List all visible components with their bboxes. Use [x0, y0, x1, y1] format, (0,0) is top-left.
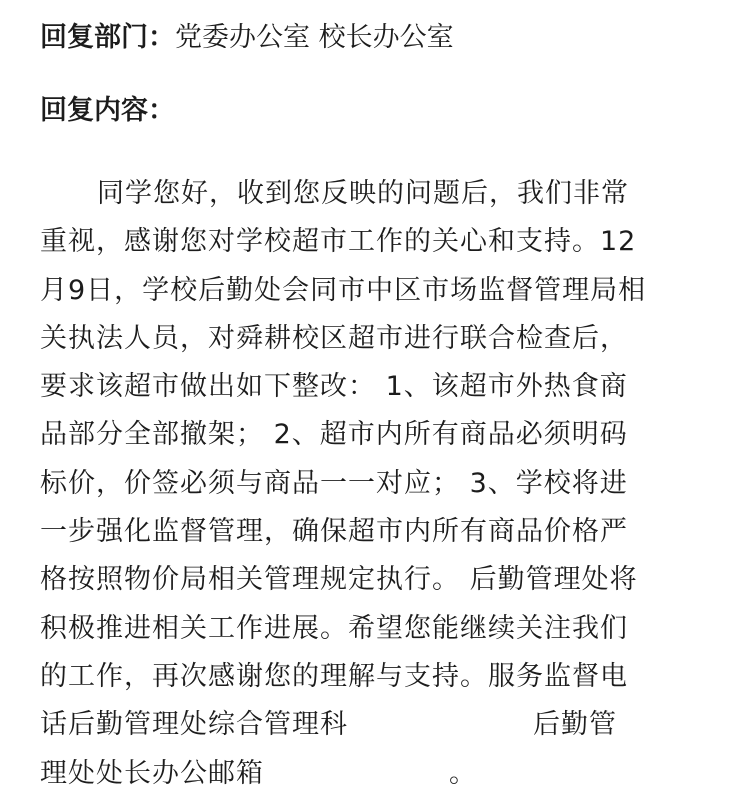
- redacted-phone-number: [348, 711, 533, 741]
- body-line: 月9日，学校后勤处会同市中区市场监督管理局相: [40, 274, 647, 306]
- phone-line-prefix: 话后勤管理处综合管理科: [40, 709, 348, 741]
- body-line: 同学您好，收到您反映的问题后，我们非常: [97, 178, 629, 209]
- body-line: 关执法人员，对舜耕校区超市进行联合检查后，: [40, 322, 628, 354]
- body-line: 的工作，再次感谢您的理解与支持。服务监督电: [40, 660, 628, 692]
- body-line: 一步强化监督管理，确保超市内所有商品价格严: [40, 516, 628, 548]
- phone-line: [40, 701, 720, 749]
- body-line: 重视，感谢您对学校超市工作的关心和支持。12: [40, 226, 637, 258]
- redacted-email-address: [264, 759, 449, 789]
- email-line: [40, 750, 720, 798]
- reply-department: [40, 18, 454, 58]
- reply-department-label: 回复部门：: [40, 22, 175, 53]
- reply-content-label: 回复内容：: [40, 95, 175, 126]
- email-line-suffix: 。: [449, 757, 477, 789]
- email-line-prefix: 理处处长办公邮箱: [40, 757, 264, 789]
- body-line: 品部分全部撤架； 2、超市内所有商品必须明码: [40, 419, 628, 451]
- body-line: 格按照物价局相关管理规定执行。 后勤管理处将: [40, 564, 638, 596]
- body-line: 积极推进相关工作进展。希望您能继续关注我们: [40, 612, 628, 644]
- body-line: 标价，价签必须与商品一一对应； 3、学校将进: [40, 467, 628, 499]
- reply-content-heading: [40, 91, 175, 131]
- reply-body: [40, 170, 720, 798]
- reply-department-value: 党委办公室 校长办公室: [175, 22, 454, 53]
- body-line: 要求该超市做出如下整改： 1、该超市外热食商: [40, 371, 628, 403]
- phone-line-suffix: 后勤管: [533, 709, 617, 741]
